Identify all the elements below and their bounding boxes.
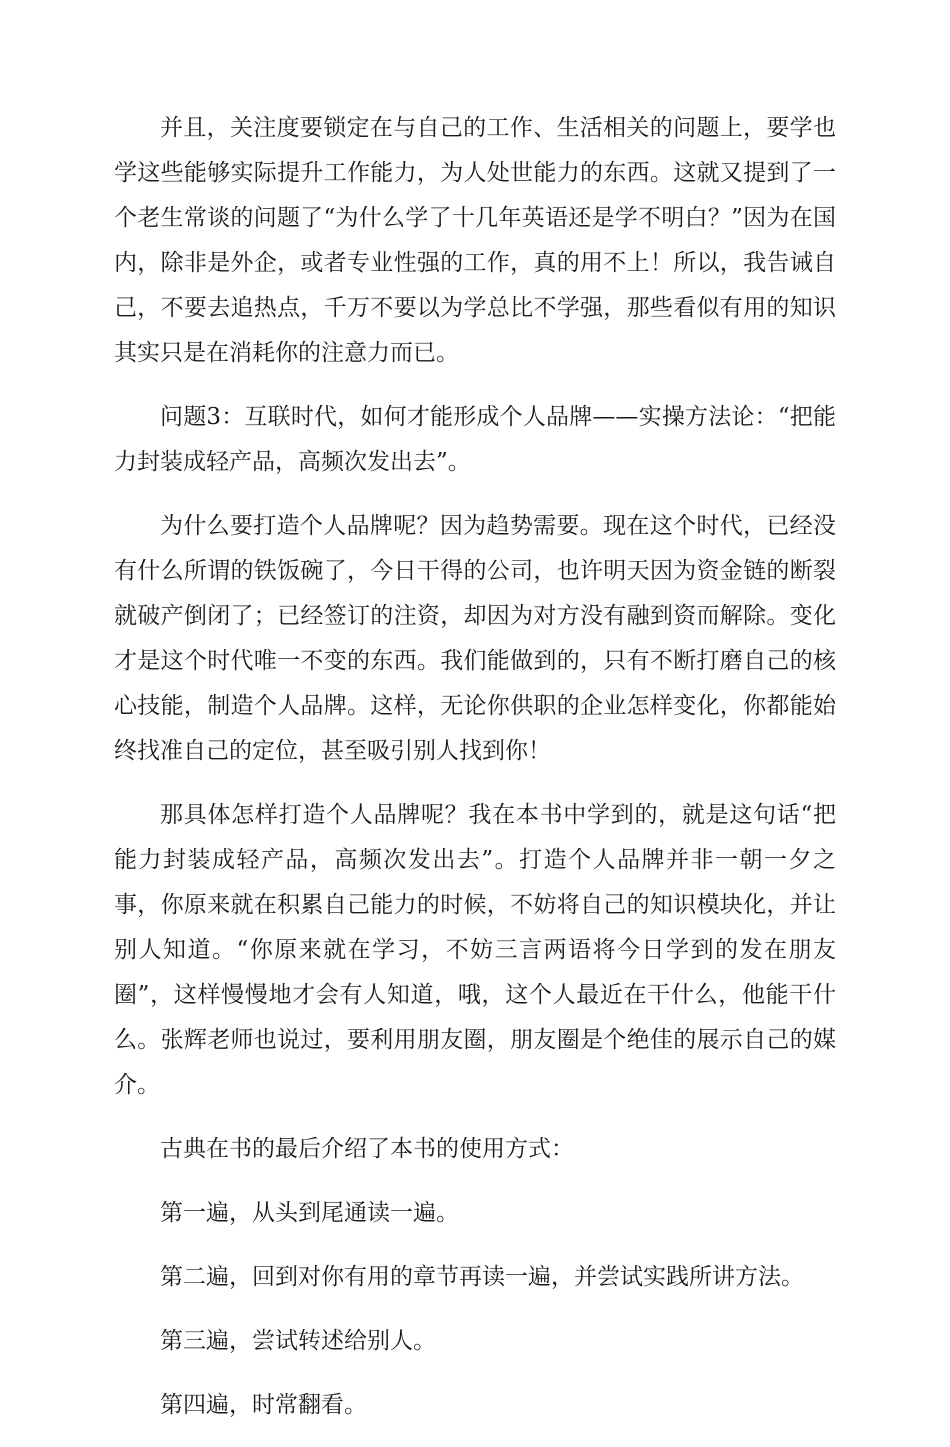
paragraph-why-personal-brand: 为什么要打造个人品牌呢？因为趋势需要。现在这个时代，已经没有什么所谓的铁饭碗了，今日干得的公司，也许明天因为资金链的断裂就破产倒闭了；已经签订的注资，却因为对方没有融到资而解除。变化才是这个时代唯一不变的东西。我们能做到的，只有不断打磨自己的核心技能，制造个人品牌。这样，无论你供职的企业怎样变化，你都能始终找准自己的定位，甚至吸引别人找到你！ xyxy=(114,513,836,764)
paragraph-attention-focus: 并且，关注度要锁定在与自己的工作、生活相关的问题上，要学也学这些能够实际提升工作能力，为人处世能力的东西。这就又提到了一个老生常谈的问题了“为什么学了十几年英语还是学不明白？”因为在国内，除非是外企，或者专业性强的工作，真的用不上！所以，我告诫自己，不要去追热点，千万不要以为学总比不学强，那些看似有用的知识其实只是在消耗你的注意力而已。 xyxy=(114,115,836,366)
paragraph-fourth-read: 第四遍，时常翻看。 xyxy=(160,1392,367,1418)
paragraph-how-personal-brand: 那具体怎样打造个人品牌呢？我在本书中学到的，就是这句话“把能力封装成轻产品，高频次发出去”。打造个人品牌并非一朝一夕之事，你原来就在积累自己能力的时候，不妨将自己的知识模块化，并让别人知道。“你原来就在学习，不妨三言两语将今日学到的发在朋友圈”，这样慢慢地才会有人知道，哦，这个人最近在干什么，他能干什么。张辉老师也说过，要利用朋友圈，朋友圈是个绝佳的展示自己的媒介。 xyxy=(114,802,836,1098)
paragraph-third-read: 第三遍，尝试转述给别人。 xyxy=(160,1328,436,1354)
paragraph-first-read: 第一遍，从头到尾通读一遍。 xyxy=(160,1200,459,1226)
paragraph-second-read: 第二遍，回到对你有用的章节再读一遍，并尝试实践所讲方法。 xyxy=(160,1264,804,1290)
document-body xyxy=(114,106,836,1447)
paragraph-question-3: 问题3：互联时代，如何才能形成个人品牌——实操方法论：“把能力封装成轻产品，高频次发出去”。 xyxy=(114,404,836,475)
paragraph-usage-intro: 古典在书的最后介绍了本书的使用方式： xyxy=(160,1136,574,1162)
